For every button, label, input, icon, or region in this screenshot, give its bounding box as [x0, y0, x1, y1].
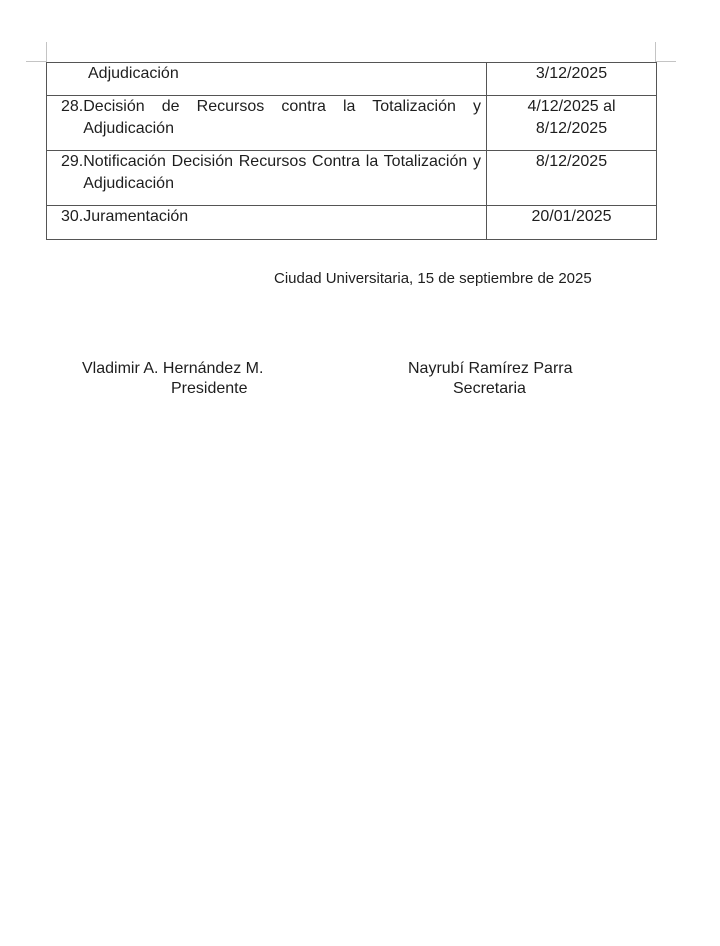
item-number: 30. [61, 208, 84, 225]
activity-cell [47, 151, 487, 206]
table-row [47, 151, 657, 206]
activity-cell [47, 96, 487, 151]
date-cell [487, 63, 657, 96]
date-cell [487, 206, 657, 240]
margin-guide-top-right [656, 61, 676, 62]
item-number: 28. [61, 98, 84, 115]
signature-right [408, 359, 573, 399]
date-cell [487, 151, 657, 206]
item-number: 29. [61, 153, 84, 170]
signatory-role: Presidente [171, 380, 248, 397]
date-cell [487, 96, 657, 151]
margin-guide-left [46, 42, 47, 62]
activity-cell [47, 63, 487, 96]
signatory-role: Secretaria [453, 380, 526, 397]
activity-text: Decisión de Recursos contra la Totalización y Adjudicación [83, 98, 481, 137]
date-text: 8/12/2025 [535, 153, 608, 170]
activity-text: Notificación Decisión Recursos Contra la Totalización y Adjudicación [83, 153, 481, 192]
table-row [47, 96, 657, 151]
date-text: 4/12/2025 al 8/12/2025 [527, 98, 616, 137]
margin-guide-right [655, 42, 656, 62]
activity-text: Adjudicación [88, 65, 179, 82]
signatory-name: Vladimir A. Hernández M. [82, 360, 264, 377]
date-text: 20/01/2025 [531, 208, 612, 225]
date-text: 3/12/2025 [535, 65, 608, 82]
signatory-name: Nayrubí Ramírez Parra [408, 360, 573, 377]
signature-left [82, 359, 263, 399]
schedule-table [46, 62, 657, 240]
margin-guide-top-left [26, 61, 46, 62]
activity-cell [47, 206, 487, 240]
place-and-date: Ciudad Universitaria, 15 de septiembre de 2025 [274, 270, 592, 287]
activity-text: Juramentación [83, 208, 189, 225]
table-row [47, 63, 657, 96]
table-row [47, 206, 657, 240]
